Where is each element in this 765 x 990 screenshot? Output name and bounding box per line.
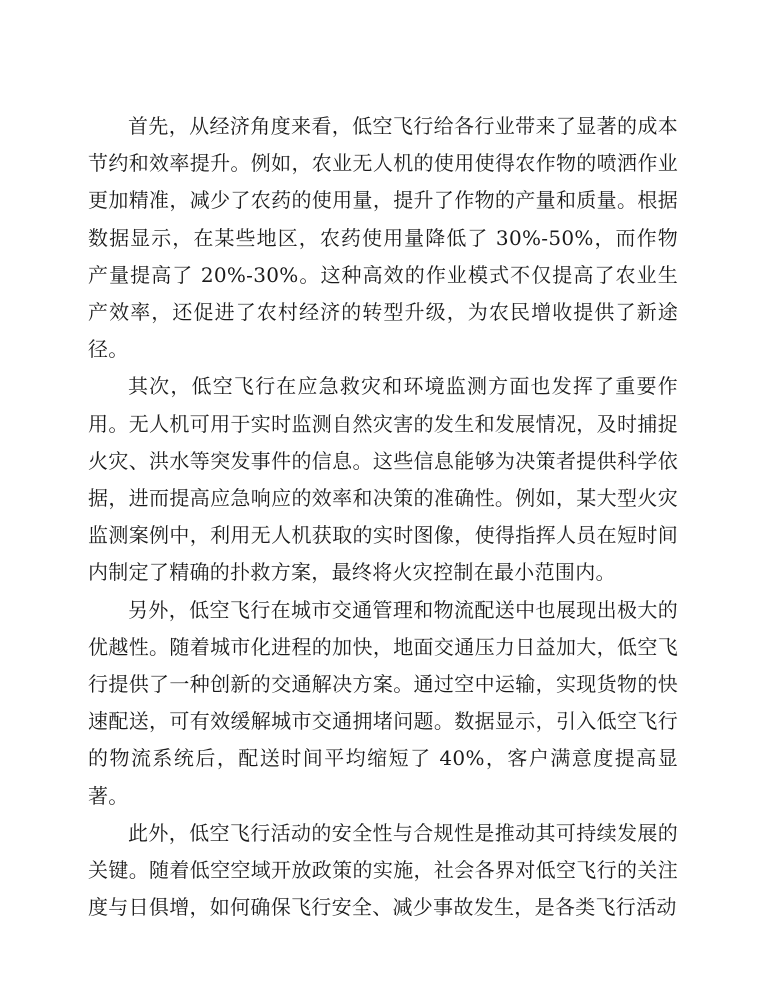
paragraph-safety: 此外，低空飞行活动的安全性与合规性是推动其可持续发展的关键。随着低空空域开放政策的实施，社会各界对低空飞行的关注度与日俱增，如何确保飞行安全、减少事故发生，是各类飞行活动 <box>88 820 678 920</box>
paragraph-economic: 首先，从经济角度来看，低空飞行给各行业带来了显著的成本节约和效率提升。例如，农业无人机的使用使得农作物的喷洒作业更加精准，减少了农药的使用量，提升了作物的产量和质量。根据数据显示，在某些地区，农药使用量降低了 30%-50%，而作物产量提高了 20%-30%。这种高效的作业模式不仅提高了农业生产效率，还促进了农村经济的转型升级，为农民增收提供了新途径。 <box>88 114 678 362</box>
paragraph-emergency: 其次，低空飞行在应急救灾和环境监测方面也发挥了重要作用。无人机可用于实时监测自然灾害的发生和发展情况，及时捕捉火灾、洪水等突发事件的信息。这些信息能够为决策者提供科学依据，进而提高应急响应的效率和决策的准确性。例如，某大型火灾监测案例中，利用无人机获取的实时图像，使得指挥人员在短时间内制定了精确的扑救方案，最终将火灾控制在最小范围内。 <box>88 374 678 585</box>
document-body <box>88 108 678 926</box>
paragraph-logistics: 另外，低空飞行在城市交通管理和物流配送中也展现出极大的优越性。随着城市化进程的加快，地面交通压力日益加大，低空飞行提供了一种创新的交通解决方案。通过空中运输，实现货物的快速配送，可有效缓解城市交通拥堵问题。数据显示，引入低空飞行的物流系统后，配送时间平均缩短了 40%，客户满意度提高显著。 <box>88 597 678 808</box>
